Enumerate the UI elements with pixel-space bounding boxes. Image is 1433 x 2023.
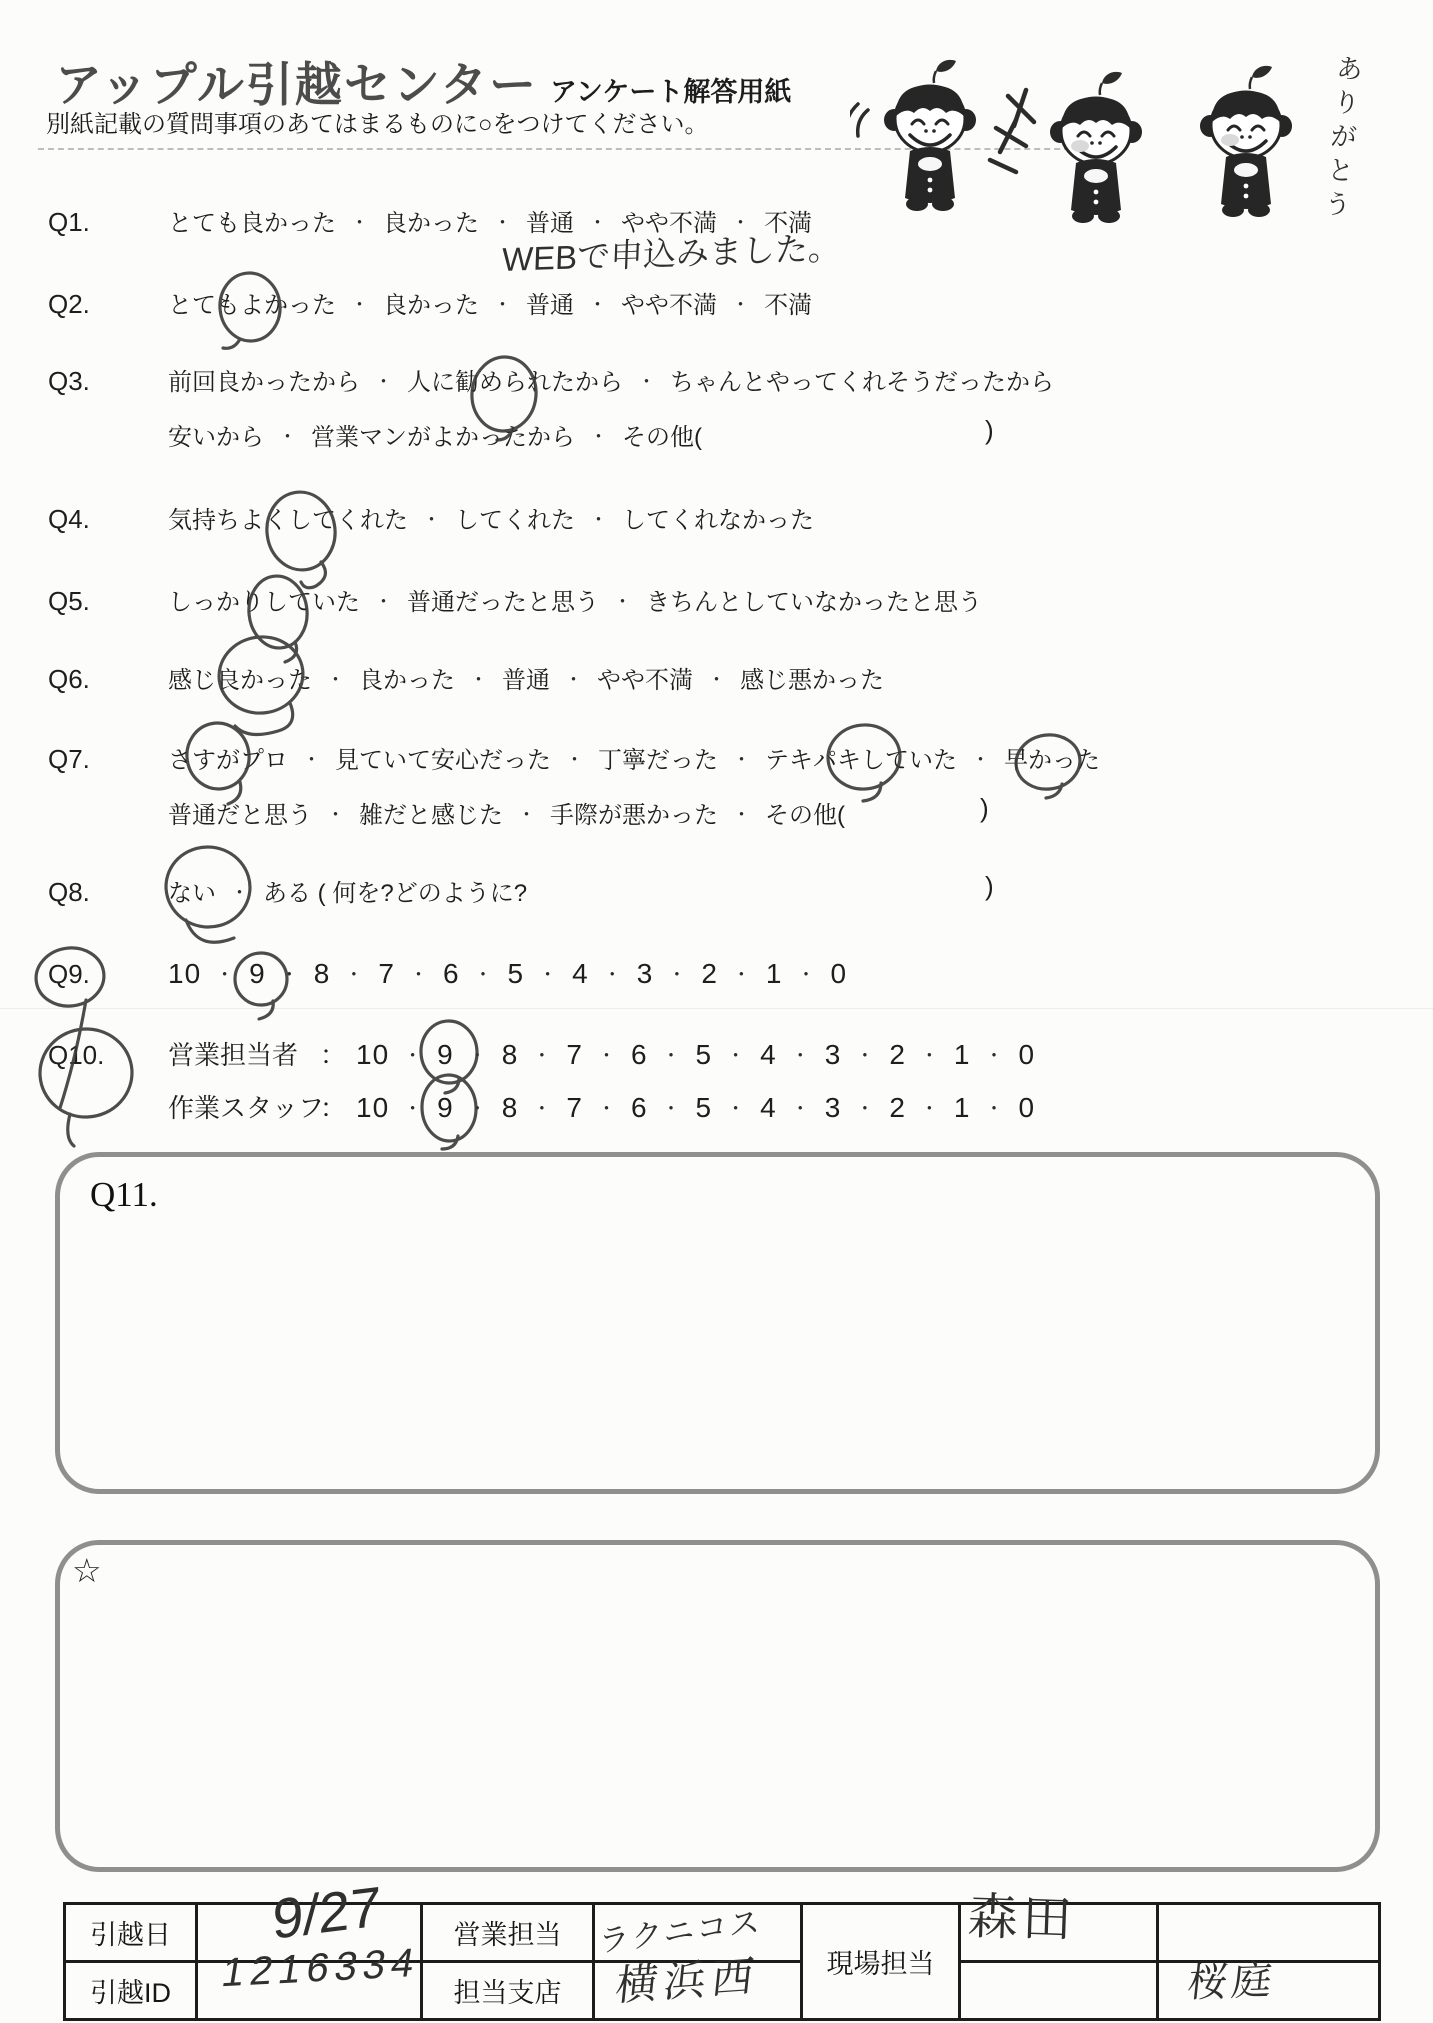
option-separator: ・ [732,750,752,771]
option-separator: ・ [326,670,346,691]
mascot-illustration [850,50,1330,225]
handwritten-field-rep: 森田 [966,1888,1077,1948]
option-separator: ・ [493,295,513,316]
question-q6 [48,660,884,695]
option-separator: ・ [230,883,250,904]
option: 不満 [764,292,813,319]
question-options [168,660,884,695]
option: 1 [953,1039,971,1070]
colon: ： [320,1040,347,1070]
option: しっかりしていた [168,589,360,616]
option-separator: ・ [403,1046,424,1067]
question-q10-row-staff [48,1088,1035,1125]
question-label: Q1. [48,207,90,237]
option-separator: ・ [707,670,727,691]
option: してくれなかった [622,507,815,534]
option-separator: ・ [667,965,688,986]
option-separator: ・ [564,670,584,691]
option: 普通 [526,292,575,319]
option: その他( [622,424,703,451]
option-separator: ・ [408,965,429,986]
close-paren: ) [980,793,989,823]
option: 良かった [359,667,456,694]
option: 10 [168,958,202,989]
option-separator: ・ [855,1046,876,1067]
option: 8 [501,1039,519,1070]
option: テキパキしていた [765,747,958,774]
scale-row-label: 作業スタッフ [168,1093,325,1123]
option: 2 [889,1039,906,1070]
option: 早かった [1004,747,1101,774]
page-title: アンケート解答用紙 [549,77,792,107]
instruction-text: 別紙記載の質問事項のあてはまるものに○をつけてください。 [46,111,709,138]
question-q7-line2 [168,795,845,830]
handwritten-sales-rep: ラクニコス [598,1903,763,1960]
option: 6 [630,1092,648,1123]
question-q3-line2 [168,417,702,452]
question-label: Q2. [48,289,90,319]
option-separator: ・ [493,213,513,234]
option-separator: ・ [596,1046,617,1067]
option-separator: ・ [790,1099,811,1120]
option-separator: ・ [326,805,346,826]
option-separator: ・ [726,1099,747,1120]
option: 0 [1018,1039,1036,1070]
comment-box-q11 [55,1152,1380,1494]
question-label: Q7. [48,744,90,774]
rating-scale [168,958,847,990]
option: 普通だったと思う [407,589,600,616]
monkey-mascot-icon [884,60,976,211]
option-separator: ・ [588,295,608,316]
question-options [168,285,812,320]
handwritten-thanks: ありがとう [1318,52,1364,225]
option: その他( [765,802,846,829]
rating-scale [356,1092,1035,1124]
option-separator: ・ [984,1046,1005,1067]
motion-lines-icon [850,104,868,136]
option: 5 [695,1092,713,1123]
option-separator: ・ [855,1099,876,1120]
question-options [168,873,527,908]
comment-box-label: Q11. [90,1175,158,1214]
label-sales-rep: 営業担当 [422,1904,594,1962]
handwritten-branch: 横浜西 [613,1951,763,2010]
option-separator: ・ [215,965,236,986]
option: 3 [824,1092,842,1123]
question-q7 [48,740,1100,775]
cell-extra-bottom-left [960,1962,1158,2020]
option-separator: ・ [731,965,752,986]
option: とてもよかった [168,292,336,319]
option: 手際が悪かった [550,802,719,829]
option: 10 [356,1092,390,1123]
option-separator: ・ [602,965,623,986]
option: 良かった [383,292,480,319]
option: 1 [953,1092,971,1123]
question-options [168,795,845,830]
option-separator: ・ [919,1046,940,1067]
option: 気持ちよくしてくれた [168,507,408,534]
option: 普通だと思う [168,802,312,829]
option: やや不満 [597,667,694,694]
option-separator: ・ [374,372,394,393]
option: 1 [765,958,783,989]
option-separator: ・ [565,750,585,771]
option-separator: ・ [350,295,370,316]
option: 7 [566,1039,583,1070]
option: 普通 [502,667,551,694]
option-separator: ・ [403,1099,424,1120]
option: 4 [760,1039,777,1070]
question-label: Q9. [48,959,90,989]
option-separator: ・ [344,965,365,986]
label-field-rep: 現場担当 [802,1904,960,2020]
brand-logo: アップル引越センター [55,58,538,111]
option: 感じ良かった [168,667,312,694]
option: 10 [356,1039,390,1070]
question-q8 [48,873,527,908]
question-q4 [48,500,814,535]
handwritten-move-date: 9/27 [271,1874,382,1951]
option-separator: ・ [532,1046,553,1067]
close-paren: ) [985,415,994,445]
handwritten-worker: 桜庭 [1185,1958,1278,2006]
blush-mark [1071,140,1089,152]
question-options [168,417,702,452]
option: 感じ悪かった [740,667,885,694]
option: 丁寧だった [598,747,719,774]
handwritten-move-id: 1216334 [218,1940,424,1996]
question-label: Q4. [48,504,90,534]
sparkle-icon [990,90,1034,172]
option: 6 [442,958,460,989]
option-separator: ・ [732,805,752,826]
option-separator: ・ [796,965,817,986]
option: 0 [1018,1092,1036,1123]
option-separator: ・ [589,427,609,448]
option: 見ていて安心だった [335,747,552,774]
option-separator: ・ [467,1099,488,1120]
option-separator: ・ [661,1099,682,1120]
option-separator: ・ [731,295,751,316]
option-separator: ・ [971,750,991,771]
option-separator: ・ [731,213,751,234]
question-q3 [48,362,1054,397]
option-separator: ・ [278,427,298,448]
question-label: Q10. [48,1040,105,1070]
option-separator: ・ [302,750,322,771]
option: 2 [701,958,718,989]
scale-row-label: 営業担当者 [168,1040,299,1070]
blush-mark [1221,134,1239,146]
question-label: Q6. [48,664,90,694]
question-q10-row-sales [48,1035,1035,1072]
option-separator: ・ [374,592,394,613]
option: 0 [830,958,848,989]
option: 3 [824,1039,842,1070]
option: 7 [378,958,395,989]
comment-box-star [55,1540,1380,1872]
option: 人に勧められたから [407,369,624,396]
question-options [168,500,814,535]
option: 前回良かったから [168,369,360,396]
option-separator: ・ [984,1099,1005,1120]
question-options [168,362,1054,397]
label-move-date: 引越日 [65,1904,197,1962]
option: 6 [630,1039,648,1070]
close-paren: ) [985,871,994,901]
option: 8 [313,958,331,989]
question-q5 [48,582,982,617]
monkey-mascot-icon [1200,66,1292,217]
option-separator: ・ [350,213,370,234]
option: 5 [507,958,525,989]
question-options [168,740,1100,775]
question-label: Q8. [48,877,90,907]
option-separator: ・ [588,213,608,234]
option-separator: ・ [919,1099,940,1120]
option-separator: ・ [589,510,609,531]
option-separator: ・ [473,965,494,986]
perforation-line [38,148,1100,150]
option-separator: ・ [538,965,559,986]
option: 営業マンがよかったから [311,424,576,451]
option: やや不満 [621,292,718,319]
option: 雑だと感じた [359,802,504,829]
option: 9 [437,1039,454,1070]
option-separator: ・ [532,1099,553,1120]
question-options [168,582,982,617]
option-separator: ・ [790,1046,811,1067]
option: 4 [572,958,589,989]
rating-scale [356,1039,1035,1071]
question-q9 [48,958,847,990]
option: きちんとしていなかったと思う [646,589,983,616]
option: 5 [695,1039,713,1070]
option-separator: ・ [517,805,537,826]
option-separator: ・ [661,1046,682,1067]
option: やや不満 [621,210,718,237]
star-icon: ☆ [72,1552,102,1589]
option: 不満 [764,210,813,237]
option: とても良かった [168,210,336,237]
option-separator: ・ [613,592,633,613]
option: ない [168,880,216,907]
option: 良かった [383,210,480,237]
option: 9 [437,1092,454,1123]
option: ある ( 何を?どのように? [263,880,528,907]
option: 8 [501,1092,519,1123]
option: 安いから [168,424,264,451]
option: 4 [760,1092,777,1123]
option-separator: ・ [467,1046,488,1067]
label-branch: 担当支店 [422,1962,594,2020]
colon: ： [320,1093,347,1123]
option: 2 [889,1092,906,1123]
question-label: Q5. [48,586,90,616]
question-q2 [48,285,812,320]
option: してくれた [455,507,576,534]
option: さすがプロ [168,747,288,774]
option: 7 [566,1092,583,1123]
option-separator: ・ [726,1046,747,1067]
option: 3 [636,958,654,989]
question-label: Q3. [48,366,90,396]
option: 普通 [526,210,575,237]
handwritten-note-q1: WEBで申込みました。 [501,229,842,278]
option-separator: ・ [596,1099,617,1120]
option-separator: ・ [279,965,300,986]
option-separator: ・ [469,670,489,691]
option-separator: ・ [422,510,442,531]
option: ちゃんとやってくれそうだったから [670,369,1055,396]
option: 9 [249,958,266,989]
label-move-id: 引越ID [65,1962,197,2020]
scan-crease [0,1008,1433,1009]
option-separator: ・ [637,372,657,393]
